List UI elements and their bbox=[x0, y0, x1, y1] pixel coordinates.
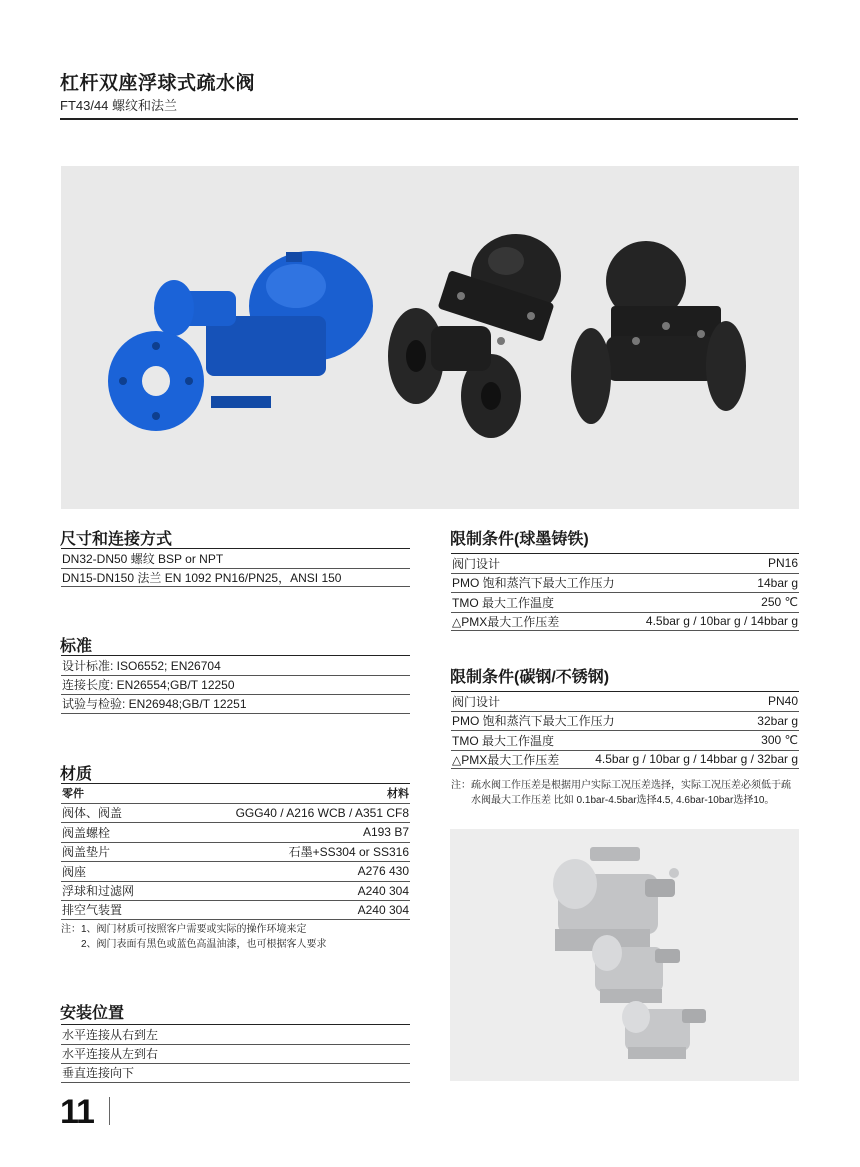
table-row: PMO 饱和蒸汽下最大工作压力 14bar g bbox=[451, 573, 799, 593]
black-steam-trap-image bbox=[388, 234, 561, 438]
stainless-steam-trap-image-large bbox=[553, 847, 679, 951]
table-row: 设计标准: ISO6552; EN26704 bbox=[61, 655, 410, 675]
page-subtitle: FT43/44 螺纹和法兰 bbox=[60, 98, 178, 113]
table-row: DN32-DN50 螺纹 BSP or NPT bbox=[61, 548, 410, 568]
section-title-limits-ductile: 限制条件(球墨铸铁) bbox=[450, 531, 589, 548]
limits-steel-note-1: 注：疏水阀工作压差是根据用户实际工况压差选择，实际工况压差必须低于疏 bbox=[451, 780, 791, 791]
column-header-part: 零件 bbox=[62, 788, 84, 801]
materials-table bbox=[61, 783, 410, 920]
table-row: TMO 最大工作温度 250 ℃ bbox=[451, 592, 799, 612]
table-row: 阀盖垫片 石墨+SS304 or SS316 bbox=[61, 842, 410, 862]
limits-steel-table bbox=[451, 691, 799, 769]
table-row: TMO 最大工作温度 300 ℃ bbox=[451, 730, 799, 750]
stainless-steam-trap-image-small bbox=[622, 1001, 706, 1059]
section-title-installation: 安装位置 bbox=[60, 1005, 125, 1022]
table-row: 阀门设计 PN16 bbox=[451, 553, 799, 573]
table-row: 连接长度: EN26554;GB/T 12250 bbox=[61, 675, 410, 695]
table-row: 水平连接从右到左 bbox=[61, 1024, 410, 1044]
installation-table bbox=[61, 1024, 410, 1083]
section-title-dimensions: 尺寸和连接方式 bbox=[60, 531, 173, 548]
limits-steel-note-2: 水阀最大工作压差 比如 0.1bar-4.5bar选择4.5, 4.6bar-10bar选择10。 bbox=[471, 795, 775, 806]
standards-table bbox=[61, 655, 410, 714]
table-row: △PMX最大工作压差 4.5bar g / 10bar g / 14bbar g bbox=[451, 612, 799, 632]
table-row: 排空气装置 A240 304 bbox=[61, 900, 410, 920]
table-row: 阀盖螺栓 A193 B7 bbox=[61, 822, 410, 842]
product-photo-hero bbox=[61, 166, 799, 509]
page-number: 11 bbox=[60, 1093, 94, 1131]
table-row: 试验与检验: EN26948;GB/T 12251 bbox=[61, 694, 410, 714]
table-header-row bbox=[61, 783, 410, 803]
limits-ductile-table bbox=[451, 553, 799, 631]
page-number-divider bbox=[109, 1097, 110, 1125]
table-row: 阀门设计 PN40 bbox=[451, 691, 799, 711]
materials-note-1: 注：1、阀门材质可按照客户需要或实际的操作环境来定 bbox=[61, 924, 307, 935]
table-row: 垂直连接向下 bbox=[61, 1063, 410, 1083]
section-title-standards: 标准 bbox=[60, 638, 93, 655]
product-photo-stainless bbox=[450, 829, 799, 1081]
table-row: 水平连接从左到右 bbox=[61, 1044, 410, 1064]
section-title-materials: 材质 bbox=[60, 766, 93, 783]
table-row: △PMX最大工作压差 4.5bar g / 10bar g / 14bbar g / 32bar g bbox=[451, 750, 799, 770]
table-row: 阀座 A276 430 bbox=[61, 861, 410, 881]
section-title-limits-steel: 限制条件(碳钢/不锈钢) bbox=[450, 669, 610, 686]
black-steam-trap-image-2 bbox=[571, 241, 746, 424]
table-row: 阀体、阀盖 GGG40 / A216 WCB / A351 CF8 bbox=[61, 803, 410, 823]
materials-note-2: 2、阀门表面有黑色或蓝色高温油漆，也可根据客人要求 bbox=[81, 939, 327, 950]
page-title: 杠杆双座浮球式疏水阀 bbox=[60, 73, 256, 94]
column-header-material: 材料 bbox=[387, 788, 409, 801]
dimensions-table bbox=[61, 548, 410, 587]
table-row: DN15-DN150 法兰 EN 1092 PN16/PN25，ANSI 150 bbox=[61, 568, 410, 588]
table-row: 浮球和过滤网 A240 304 bbox=[61, 881, 410, 901]
header-divider bbox=[60, 118, 798, 120]
blue-steam-trap-image bbox=[108, 251, 373, 431]
table-row: PMO 饱和蒸汽下最大工作压力 32bar g bbox=[451, 711, 799, 731]
